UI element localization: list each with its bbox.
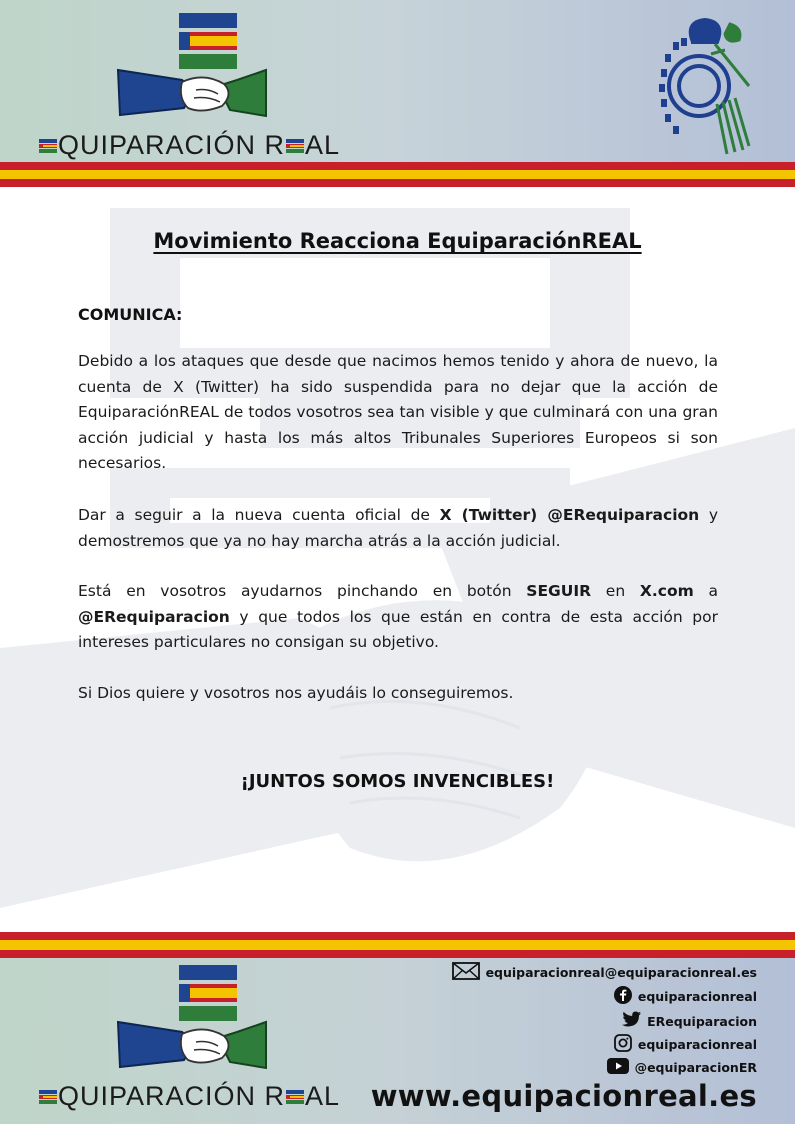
document-title: Movimiento Reacciona EquiparaciónREAL	[153, 229, 642, 253]
website-link[interactable]: www.equipacionreal.es	[370, 1079, 757, 1113]
contact-instagram[interactable]: equiparacionreal	[614, 1034, 757, 1055]
flag-stripe-red	[0, 932, 795, 940]
instagram-icon	[614, 1034, 632, 1055]
contact-email[interactable]: equiparacionreal@equiparacionreal.es	[452, 962, 757, 983]
logo-e-flag-icon	[286, 129, 304, 143]
paragraph-help-us: Está en vosotros ayudarnos pinchando en botón SEGUIR en X.com a @ERequiparacion y que todos los que están en contra de esta acción por intereses particulares no consigan su objetivo.	[78, 582, 718, 651]
facebook-icon	[614, 986, 632, 1007]
paragraph-suspension: Debido a los ataques que desde que nacimos hemos tenido y ahora de nuevo, la cuenta de X (Twitter) ha sido suspendida para no dejar que la acción de EquiparaciónREAL de todos vosotros sea tan visible y que culminará con una gran acción judicial y hasta los más altos Tribunales Superiores Europeos si son necesarios.	[78, 352, 718, 472]
guardia-policia-crest-icon	[655, 14, 755, 159]
paragraph-closing: Si Dios quiere y vosotros nos ayudáis lo conseguiremos.	[78, 684, 514, 702]
contact-facebook[interactable]: equiparacionreal	[614, 986, 757, 1007]
flag-stripe-yellow	[0, 170, 795, 179]
flag-stripe-red	[0, 162, 795, 170]
equiparacion-logo-emblem	[112, 962, 272, 1077]
logo-e-flag-icon	[39, 1080, 57, 1094]
equiparacion-logo-emblem	[112, 10, 272, 125]
twitter-bird-icon	[621, 1011, 641, 1031]
logo-e-flag-icon	[286, 1080, 304, 1094]
flag-stripe-red	[0, 950, 795, 958]
logo-wordmark: QUIPARACIÓN R AL	[38, 1080, 340, 1112]
contact-youtube[interactable]: @equiparacionER	[607, 1058, 757, 1077]
flag-stripe-yellow	[0, 940, 795, 950]
flag-stripe-red	[0, 179, 795, 187]
logo-wordmark: QUIPARACIÓN R AL	[38, 129, 340, 161]
slogan: ¡JUNTOS SOMOS INVENCIBLES!	[240, 771, 555, 792]
document-heading: COMUNICA:	[78, 305, 183, 324]
envelope-icon	[452, 962, 480, 983]
handshake-watermark	[0, 188, 795, 928]
youtube-icon	[607, 1058, 629, 1077]
logo-e-flag-icon	[39, 129, 57, 143]
contact-twitter[interactable]: ERequiparacion	[621, 1011, 757, 1031]
paragraph-follow-new-account: Dar a seguir a la nueva cuenta oficial de X (Twitter) @ERequiparacion y demostremos que ya no hay marcha atrás a la acción judicial.	[78, 506, 718, 550]
